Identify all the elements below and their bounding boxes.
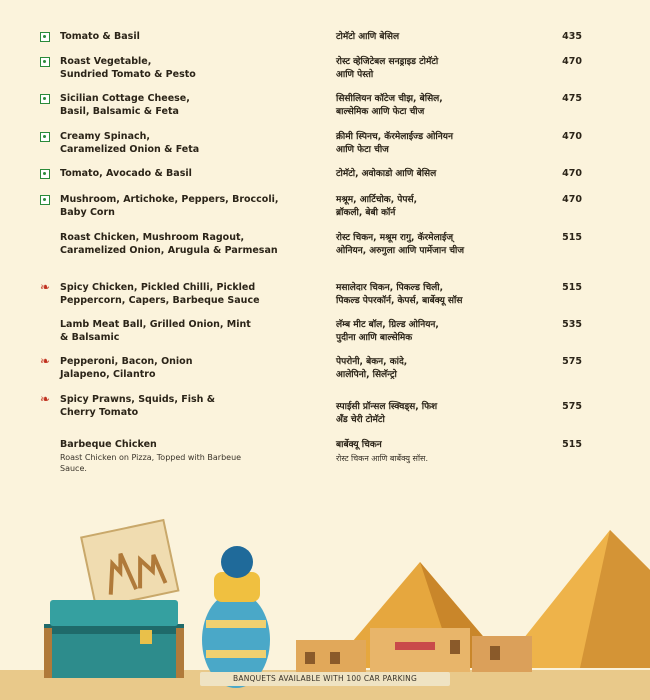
item-name-marathi: मसालेदार चिकन, पिकल्ड चिली, पिकल्ड पेपरकॉर्न, केपर्स, बार्बेक्यू सॉस — [336, 283, 463, 306]
item-name: Lamb Meat Ball, Grilled Onion, Mint & Balsamic — [60, 319, 251, 343]
veg-icon — [40, 94, 50, 104]
window — [305, 652, 315, 664]
item-price: 470 — [562, 168, 582, 179]
canopic-jar — [202, 546, 270, 688]
window — [450, 640, 460, 654]
chilli-icon: ❧ — [40, 280, 51, 294]
item-price: 470 — [562, 131, 582, 142]
item-name: Tomato & Basil — [60, 31, 140, 42]
building — [472, 636, 532, 672]
item-name-marathi: टोमॅटो, अवोकाडो आणि बेसिल — [336, 169, 437, 179]
item-name-marathi: रोस्ट व्हेजिटेबल सनड्राइड टोमॅटो आणि पेस्तो — [336, 57, 439, 80]
item-name-marathi: रोस्ट चिकन, मश्रूम रागु, कॅरमेलाईज् ओनियन, अरुगुला आणि पार्मेजान चीज — [336, 233, 465, 256]
window — [330, 652, 340, 664]
item-price: 515 — [562, 232, 582, 243]
item-name: Pepperoni, Bacon, Onion Jalapeno, Cilantro — [60, 356, 193, 380]
item-name-marathi: बार्बेक्यू चिकन — [336, 440, 382, 450]
item-price: 575 — [562, 356, 582, 367]
item-name-marathi: स्पाईसी प्रॉन्सल स्क्विड्स, फिश ॲंड चेरी टोमॅटो — [336, 402, 438, 425]
item-name-marathi: टोमॅटो आणि बेसिल — [336, 32, 400, 42]
item-description-marathi: रोस्ट चिकन आणि बार्बेक्यु सॉस. — [336, 454, 428, 463]
veg-icon — [40, 57, 50, 67]
item-name-marathi: पेपरोनी, बेकन, कांदे, आलेपिनो, सिलॅन्ट्रो — [336, 357, 408, 380]
item-price: 475 — [562, 93, 582, 104]
item-name: Spicy Prawns, Squids, Fish & Cherry Tomato — [60, 394, 215, 418]
item-name-marathi: सिसीलियन कॉटेज चीझ, बेसिल, बाल्सेमिक आणि फेटा चीज — [336, 94, 443, 117]
item-price: 470 — [562, 194, 582, 205]
window — [490, 646, 500, 660]
item-price: 435 — [562, 31, 582, 42]
item-name: Creamy Spinach, Caramelized Onion & Feta — [60, 131, 200, 155]
veg-icon — [40, 132, 50, 142]
veg-icon — [40, 169, 50, 179]
chilli-icon: ❧ — [40, 354, 51, 368]
item-name: Barbeque Chicken — [60, 439, 157, 450]
item-name: Roast Vegetable, Sundried Tomato & Pesto — [60, 56, 196, 80]
item-price: 470 — [562, 56, 582, 67]
item-price: 515 — [562, 282, 582, 293]
item-name: Spicy Chicken, Pickled Chilli, Pickled Peppercorn, Capers, Barbeque Sauce — [60, 282, 260, 306]
item-name-marathi: मश्रूम, आर्टिचोक, पेपर्स, ब्रॉकली, बेबी कॉर्न — [336, 195, 417, 218]
item-name: Mushroom, Artichoke, Peppers, Broccoli, Baby Corn — [60, 194, 279, 218]
item-name: Sicilian Cottage Cheese, Basil, Balsamic & Feta — [60, 93, 190, 117]
item-price: 575 — [562, 401, 582, 412]
item-name-marathi: क्रीमी स्पिनच, कॅरमेलाईज्ड ओनियन आणि फेटा चीज — [336, 132, 453, 155]
veg-icon — [40, 32, 50, 42]
egyptian-illustration — [0, 500, 650, 700]
hieroglyph-tablet — [81, 520, 178, 608]
footer-banner: BANQUETS AVAILABLE WITH 100 CAR PARKING — [200, 672, 450, 686]
awning — [395, 642, 435, 650]
veg-icon — [40, 195, 50, 205]
item-price: 535 — [562, 319, 582, 330]
chilli-icon: ❧ — [40, 392, 51, 406]
item-description: Roast Chicken on Pizza, Topped with Barbeue Sauce. — [60, 453, 242, 473]
treasure-chest — [44, 600, 184, 678]
item-name: Roast Chicken, Mushroom Ragout, Caramelized Onion, Arugula & Parmesan — [60, 232, 278, 256]
item-price: 515 — [562, 439, 582, 450]
item-name-marathi: लॅम्ब मीट बॉल, ग्रिल्ड ओनियन, पुदीना आणि बाल्सेमिक — [336, 320, 439, 343]
item-name: Tomato, Avocado & Basil — [60, 168, 192, 179]
